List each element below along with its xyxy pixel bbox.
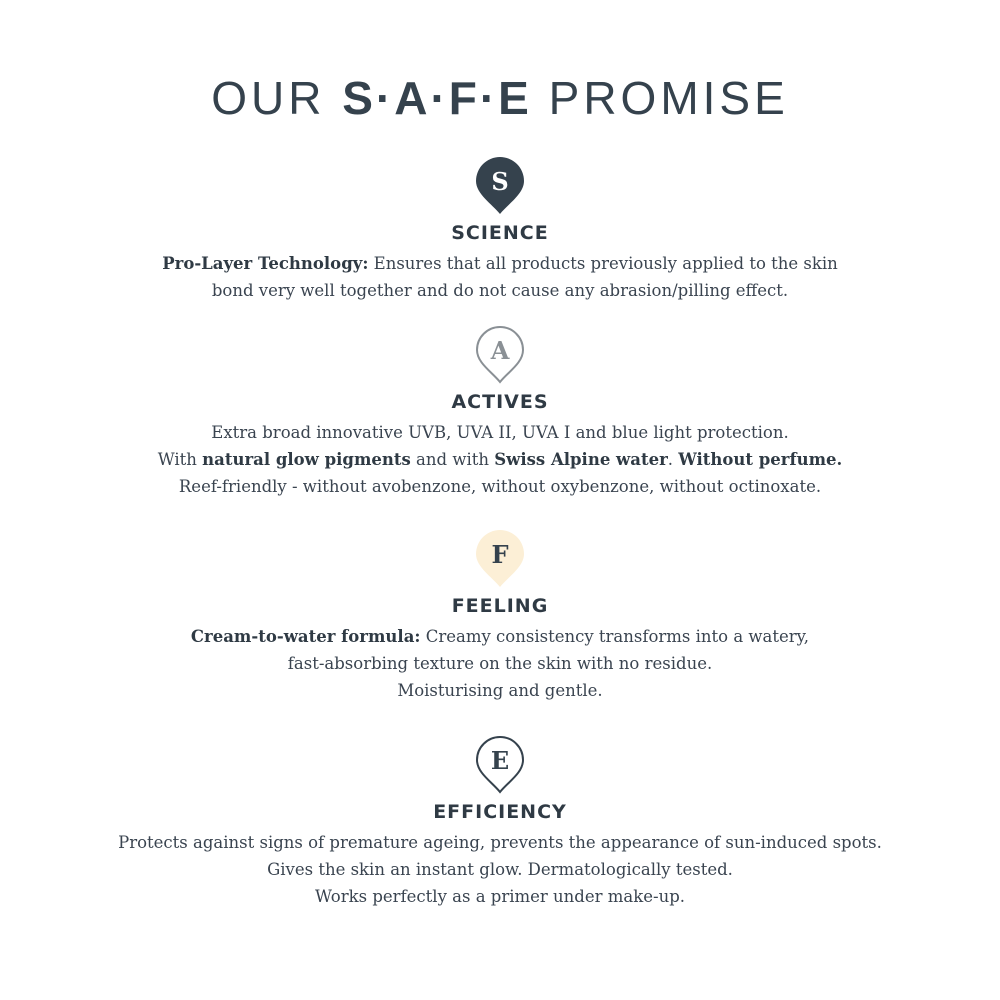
title-suffix: PROMISE (548, 72, 789, 124)
text: With (157, 450, 203, 469)
section-heading: FEELING (451, 595, 549, 617)
filled-dark-pin-icon (472, 154, 528, 216)
body-line (0, 446, 1000, 473)
outline-dark-pin-icon (472, 733, 528, 795)
section-heading: EFFICIENCY (433, 801, 567, 823)
outline-gray-pin-icon (472, 323, 528, 385)
bold-text: natural glow pigments (202, 450, 411, 469)
filled-cream-pin-icon (472, 527, 528, 589)
body-line: fast-absorbing texture on the skin with no residue. (287, 654, 713, 673)
pin-letter: E (490, 746, 510, 775)
bold-text: Without perfume. (678, 450, 843, 469)
text: . (667, 450, 679, 469)
body-line: Extra broad innovative UVB, UVA II, UVA I and blue light protection. (211, 423, 789, 442)
bold-text: Swiss Alpine water (494, 450, 668, 469)
text: Ensures that all products previously applied to the skin (368, 254, 838, 273)
text: Creamy consistency transforms into a watery, (420, 627, 810, 646)
body-line (0, 250, 1000, 277)
section-heading: ACTIVES (451, 391, 549, 413)
pin-letter: F (491, 540, 509, 569)
body-line: Gives the skin an instant glow. Dermatologically tested. (267, 860, 733, 879)
text: and with (410, 450, 495, 469)
body-line (0, 623, 1000, 650)
body-line: Works perfectly as a primer under make-up. (314, 887, 686, 906)
body-line: Reef-friendly - without avobenzone, without oxybenzone, without octinoxate. (178, 477, 822, 496)
body-line: bond very well together and do not cause any abrasion/pilling effect. (211, 281, 789, 300)
pin-letter: A (490, 336, 510, 365)
section-body (0, 250, 1000, 304)
title-letters: S·A·F·E (342, 72, 532, 124)
section-feeling (0, 527, 1000, 704)
body-line: Moisturising and gentle. (397, 681, 603, 700)
section-science (0, 154, 1000, 304)
page-title (0, 70, 1000, 126)
bold-text: Pro-Layer Technology: (162, 254, 369, 273)
section-body (0, 623, 1000, 704)
section-efficiency (0, 733, 1000, 910)
section-heading: SCIENCE (451, 222, 549, 244)
body-line: Protects against signs of premature ageing, prevents the appearance of sun-induced spots. (118, 833, 882, 852)
bold-text: Cream-to-water formula: (190, 627, 421, 646)
title-prefix: OUR (211, 72, 326, 124)
section-body (0, 419, 1000, 500)
pin-letter: S (491, 167, 509, 196)
section-actives (0, 323, 1000, 500)
section-body (0, 829, 1000, 910)
